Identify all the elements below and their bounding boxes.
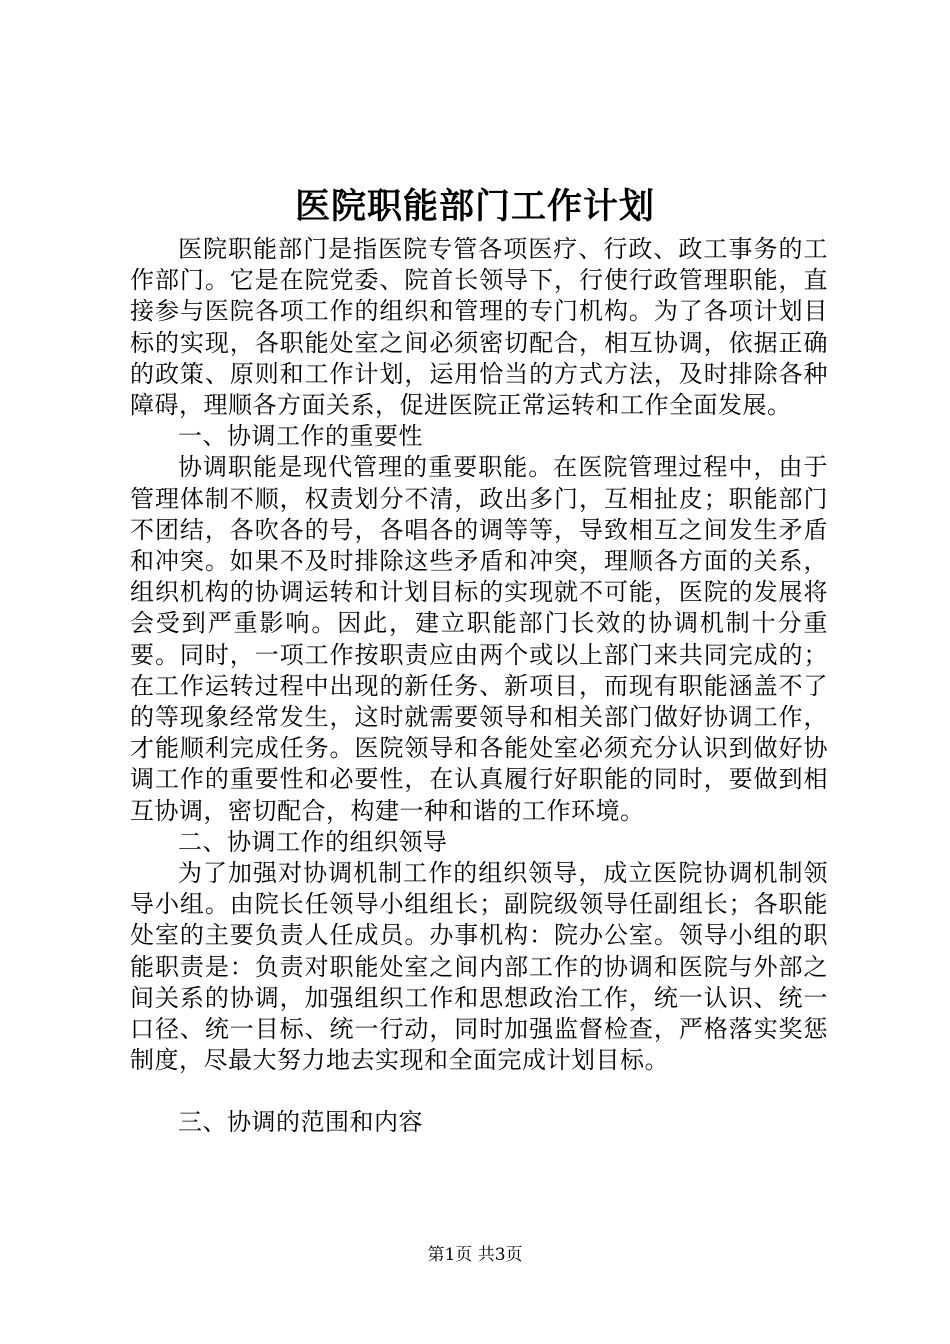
section-2-paragraph: 为了加强对协调机制工作的组织领导，成立医院协调机制领导小组。由院长任领导小组组长；副院级领导任副组长；各职能处室的主要负责人任成员。办事机构：院办公室。领导小组的职能职责是：负责对职能处室之间内部工作的协调和医院与外部之间关系的协调，加强组织工作和思想政治工作，统一认识、统一口径、统一目标、统一行动，同时加强监督检查，严格落实奖惩制度，尽最大努力地去实现和全面完成计划目标。 [130,859,828,1075]
section-1-paragraph: 协调职能是现代管理的重要职能。在医院管理过程中，由于管理体制不顺，权责划分不清，政出多门，互相扯皮；职能部门不团结，各吹各的号，各唱各的调等等，导致相互之间发生矛盾和冲突。如果不及时排除这些矛盾和冲突，理顺各方面的关系，组织机构的协调运转和计划目标的实现就不可能，医院的发展将会受到严重影响。因此，建立职能部门长效的协调机制十分重要。同时，一项工作按职责应由两个或以上部门来共同完成的；在工作运转过程中出现的新任务、新项目，而现有职能涵盖不了的等现象经常发生，这时就需要领导和相关部门做好协调工作，才能顺利完成任务。医院领导和各能处室必须充分认识到做好协调工作的重要性和必要性，在认真履行好职能的同时，要做到相互协调，密切配合，构建一种和谐的工作环境。 [130,453,828,825]
section-heading-1: 一、协调工作的重要性 [178,422,423,451]
section-heading-3: 三、协调的范围和内容 [178,1108,423,1137]
document-title: 医院职能部门工作计划 [294,186,655,227]
section-heading-2: 二、协调工作的组织领导 [178,827,448,856]
document-body [130,234,828,1139]
page-number-footer: 第1页 共3页 [427,1245,523,1265]
intro-paragraph: 医院职能部门是指医院专管各项医疗、行政、政工事务的工作部门。它是在院党委、院首长领导下，行使行政管理职能，直接参与医院各项工作的组织和管理的专门机构。为了各项计划目标的实现，各职能处室之间必须密切配合，相互协调，依据正确的政策、原则和工作计划，运用恰当的方式方法，及时排除各种障碍，理顺各方面关系，促进医院正常运转和工作全面发展。 [130,235,828,420]
